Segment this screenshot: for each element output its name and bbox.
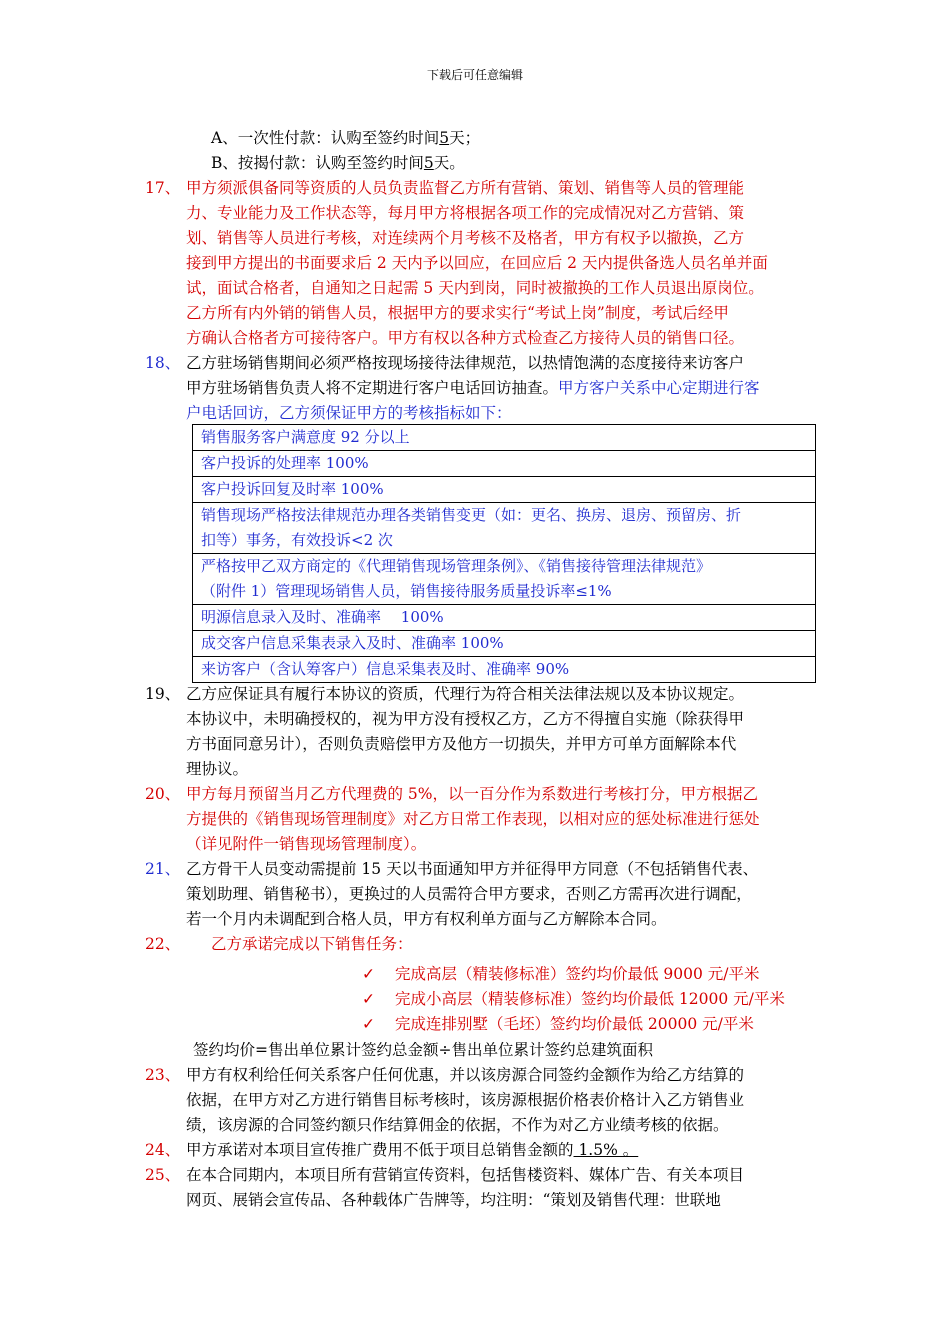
kpi-cell — [193, 554, 816, 605]
kpi-cell-line: 来访客户（含认筹客户）信息采集表及时、准确率 90% — [201, 660, 570, 678]
check-icon: ✓ — [362, 990, 375, 1008]
kpi-row — [193, 425, 816, 451]
item-18-black-text: 甲方驻场销售负责人将不定期进行客户电话回访抽查。 — [186, 379, 559, 397]
kpi-row — [193, 451, 816, 477]
formula-line: 签约均价=售出单位累计签约总金额÷售出单位累计签约总建筑面积 — [193, 1041, 653, 1059]
kpi-cell-line: 客户投诉的处理率 100% — [201, 454, 369, 472]
kpi-cell — [193, 451, 816, 477]
item-24-number: 24、 — [145, 1141, 181, 1159]
item-25-line: 在本合同期内，本项目所有营销宣传资料，包括售楼资料、媒体广告、有关本项目 — [186, 1166, 745, 1184]
item-17-line: 试，面试合格者，自通知之日起需 5 天内到岗，同时被撤换的工作人员退出原岗位。 — [186, 279, 764, 297]
payment-a-text: A、一次性付款：认购至签约时间 — [211, 129, 440, 147]
item-24-text: 甲方承诺对本项目宣传推广费用不低于项目总销售金额的 — [186, 1141, 574, 1159]
kpi-cell-line: 客户投诉回复及时率 100% — [201, 480, 384, 498]
kpi-row — [193, 503, 816, 554]
item-17-number: 17、 — [145, 179, 181, 197]
check-icon: ✓ — [362, 1015, 375, 1033]
item-22-intro: 乙方承诺完成以下销售任务： — [211, 935, 413, 953]
page-header: 下载后可任意编辑 — [426, 68, 523, 82]
item-20-line: 方提供的《销售现场管理制度》对乙方日常工作表现，以相对应的惩处标准进行惩处 — [186, 810, 760, 828]
item-19-line: 乙方应保证具有履行本协议的资质，代理行为符合相关法律法规以及本协议规定。 — [186, 685, 745, 703]
item-21-line: 策划助理、销售秘书），更换过的人员需符合甲方要求，否则乙方需再次进行调配， — [186, 885, 752, 903]
item-17-line: 接到甲方提出的书面要求后 2 天内予以回应，在回应后 2 天内提供备选人员名单并面 — [186, 254, 768, 272]
kpi-cell-line: 成交客户信息采集表录入及时、准确率 100% — [201, 634, 504, 652]
payment-a-days: 5 — [439, 129, 450, 147]
kpi-table — [192, 424, 816, 683]
item-22-number: 22、 — [145, 935, 181, 953]
kpi-cell — [193, 503, 816, 554]
kpi-row — [193, 631, 816, 657]
kpi-cell-line: 扣等）事务，有效投诉<2 次 — [201, 531, 393, 549]
item-25-line: 网页、展销会宣传品、各种载体广告牌等，均注明：“策划及销售代理：世联地 — [186, 1191, 721, 1209]
item-20-number: 20、 — [145, 785, 181, 803]
item-25-number: 25、 — [145, 1166, 181, 1184]
kpi-cell — [193, 477, 816, 503]
item-20-line: （详见附件一销售现场管理制度）。 — [186, 835, 427, 853]
kpi-row — [193, 477, 816, 503]
payment-a-suffix: 天； — [449, 129, 481, 147]
item-17-line: 划、销售等人员进行考核，对连续两个月考核不及格者，甲方有权予以撤换，乙方 — [186, 229, 745, 247]
task-line: 完成高层（精装修标准）签约均价最低 9000 元/平米 — [395, 965, 760, 983]
item-17-line: 方确认合格者方可接待客户。甲方有权以各种方式检查乙方接待人员的销售口径。 — [186, 329, 745, 347]
item-19-line: 方书面同意另计），否则负责赔偿甲方及他方一切损失，并甲方可单方面解除本代 — [186, 735, 737, 753]
payment-a — [211, 127, 480, 149]
item-23-line: 绩，该房源的合同签约额只作结算佣金的依据，不作为对乙方业绩考核的依据。 — [186, 1116, 729, 1134]
payment-b-text: B、按揭付款：认购至签约时间 — [211, 154, 424, 172]
item-23-line: 依据，在甲方对乙方进行销售目标考核时，该房源根据价格表价格计入乙方销售业 — [186, 1091, 745, 1109]
item-19-number: 19、 — [145, 685, 181, 703]
payment-b-suffix: 天。 — [433, 154, 465, 172]
item-21-number: 21、 — [145, 860, 181, 878]
item-18-line: 户电话回访，乙方须保证甲方的考核指标如下： — [186, 404, 512, 422]
check-icon: ✓ — [362, 965, 375, 983]
kpi-cell-line: 销售服务客户满意度 92 分以上 — [201, 428, 410, 446]
item-19-line: 理协议。 — [186, 760, 249, 778]
item-21-line: 乙方骨干人员变动需提前 15 天以书面通知甲方并征得甲方同意（不包括销售代表、 — [186, 860, 759, 878]
payment-b — [211, 152, 465, 174]
kpi-cell — [193, 631, 816, 657]
item-23-line: 甲方有权利给任何关系客户任何优惠，并以该房源合同签约金额作为给乙方结算的 — [186, 1066, 745, 1084]
kpi-cell-line: （附件 1）管理现场销售人员，销售接待服务质量投诉率≤1% — [201, 582, 612, 600]
item-18-line: 乙方驻场销售期间必须严格按现场接待法律规范，以热情饱满的态度接待来访客户 — [186, 354, 745, 372]
item-18-line — [186, 377, 760, 399]
item-17-line: 甲方须派俱备同等资质的人员负责监督乙方所有营销、策划、销售等人员的管理能 — [186, 179, 745, 197]
kpi-cell — [193, 425, 816, 451]
item-21-line: 若一个月内未调配到合格人员，甲方有权利单方面与乙方解除本合同。 — [186, 910, 667, 928]
kpi-row — [193, 657, 816, 683]
item-23-number: 23、 — [145, 1066, 181, 1084]
kpi-cell-line: 严格按甲乙双方商定的《代理销售现场管理条例》、《销售接待管理法律规范》 — [201, 557, 712, 575]
kpi-row — [193, 605, 816, 631]
item-18-blue-text: 甲方客户关系中心定期进行客 — [558, 379, 760, 397]
item-20-line: 甲方每月预留当月乙方代理费的 5%，以一百分作为系数进行考核打分，甲方根据乙 — [186, 785, 759, 803]
task-line: 完成连排别墅（毛坯）签约均价最低 20000 元/平米 — [395, 1015, 754, 1033]
kpi-row — [193, 554, 816, 605]
item-18-number: 18、 — [145, 354, 181, 372]
kpi-cell — [193, 605, 816, 631]
task-line: 完成小高层（精装修标准）签约均价最低 12000 元/平米 — [395, 990, 785, 1008]
kpi-cell-line: 明源信息录入及时、准确率 100% — [201, 608, 444, 626]
kpi-cell-line: 销售现场严格按法律规范办理各类销售变更（如：更名、换房、退房、预留房、折 — [201, 506, 742, 524]
item-24-line — [186, 1139, 638, 1161]
item-19-line: 本协议中，未明确授权的，视为甲方没有授权乙方，乙方不得擅自实施（除获得甲 — [186, 710, 745, 728]
item-17-line: 力、专业能力及工作状态等，每月甲方将根据各项工作的完成情况对乙方营销、策 — [186, 204, 745, 222]
item-24-value: 1.5% 。 — [573, 1141, 639, 1159]
kpi-cell — [193, 657, 816, 683]
item-17-line: 乙方所有内外销的销售人员，根据甲方的要求实行“考试上岗”制度，考试后经甲 — [186, 304, 729, 322]
payment-b-days: 5 — [423, 154, 434, 172]
